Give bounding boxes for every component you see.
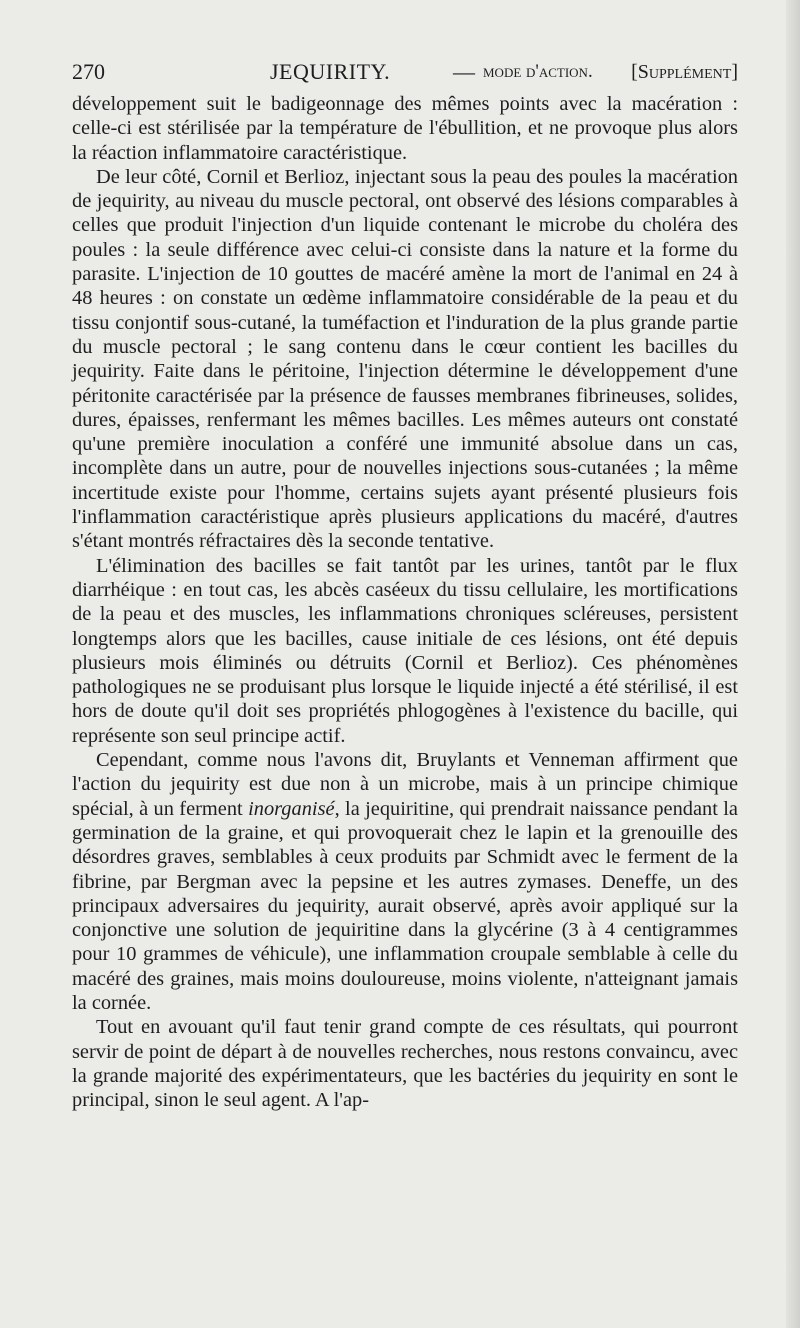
running-title: JEQUIRITY. bbox=[270, 59, 391, 84]
body-text bbox=[72, 92, 738, 1112]
paragraph-2: De leur côté, Cornil et Berlioz, injectant sous la peau des poules la macération de jequirity, au niveau du muscle pectoral, ont observé des lésions comparables à celles que produit l'injection d'un liquide contenant le microbe du choléra des poules : la seule différence avec celui-ci consiste dans la nature et la forme du parasite. L'injection de 10 gouttes de macéré amène la mort de l'animal en 24 à 48 heures : on constate un œdème inflammatoire considérable de la peau et du tissu conjontif sous-cutané, la tuméfaction et l'induration de la plus grande partie du muscle pectoral ; le sang contenu dans le cœur contient les bacilles du jequirity. Faite dans le péritoine, l'injection détermine le développement d'une péritonite caractérisée par la présence de fausses membranes fibrineuses, solides, dures, épaisses, renfermant les mêmes bacilles. Les mêmes auteurs ont constaté qu'une première inoculation a conféré une immunité absolue dans un cas, incomplète dans un autre, pour de nouvelles injections sous-cutanées ; la même incertitude existe pour l'homme, certains sujets ayant présenté plusieurs fois l'inflammation caractéristique après plusieurs applications du macéré, d'autres s'étant montrés réfractaires dès la seconde tentative. bbox=[72, 165, 738, 553]
section-label: [Supplément] bbox=[631, 61, 738, 83]
paragraph-4-part-2: , la jequiritine, qui prendrait naissance pendant la germination de la graine, et qui provoquerait chez le lapin et la grenouille des désordres graves, semblables à ceux produits par Schmidt avec le ferment de la fibrine, par Bergman avec la pepsine et les autres zymases. Deneffe, un des principaux adversaires du jequirity, aurait observé, après avoir appliqué sur la conjonctive une solution de jequiritine dans la glycérine (3 à 4 centigrammes pour 10 grammes de véhicule), une inflammation croupale semblable à celle du macéré des graines, mais moins douloureuse, moins violente, n'atteignant jamais la cornée. bbox=[72, 797, 738, 1014]
paragraph-1: développement suit le badigeonnage des mêmes points avec la macération : celle-ci est stérilisée par la température de l'ébullition, et ne provoque plus alors la réaction inflammatoire caractéristique. bbox=[72, 93, 738, 164]
running-header bbox=[72, 56, 738, 88]
paragraph-4-part-1: Cependant, comme nous l'avons dit, Bruylants et Venneman affirment que l'action du jequirity est due non à un microbe, mais à un principe chimique spécial, à un ferment bbox=[72, 749, 738, 820]
running-subtitle: mode d'action. bbox=[483, 61, 593, 82]
paragraph-5: Tout en avouant qu'il faut tenir grand compte de ces résultats, qui pourront servir de point de départ à de nouvelles recherches, nous restons convaincu, avec la grande majorité des expérimentateurs, que les bactéries du jequirity en sont le principal, sinon le seul agent. A l'ap- bbox=[72, 1016, 738, 1112]
page-edge-shadow bbox=[786, 0, 800, 1328]
paragraph-4 bbox=[72, 748, 738, 1015]
italic-term: inorganisé bbox=[248, 797, 335, 820]
page-number: 270 bbox=[72, 59, 105, 84]
header-dash: — bbox=[453, 59, 475, 84]
paragraph-3: L'élimination des bacilles se fait tantôt par les urines, tantôt par le flux diarrhéique : en tout cas, les abcès caséeux du tissu cellulaire, les mortifications de la peau et des muscles, les inflammations chroniques scléreuses, persistent longtemps alors que les bacilles, cause initiale de ces lésions, ont été depuis plusieurs mois éliminés ou détruits (Cornil et Berlioz). Ces phénomènes pathologiques ne se produisant plus lorsque le liquide injecté a été stérilisé, il est hors de doute qu'il doit ses propriétés phlogogènes à l'existence du bacille, qui représente son seul principe actif. bbox=[72, 554, 738, 747]
